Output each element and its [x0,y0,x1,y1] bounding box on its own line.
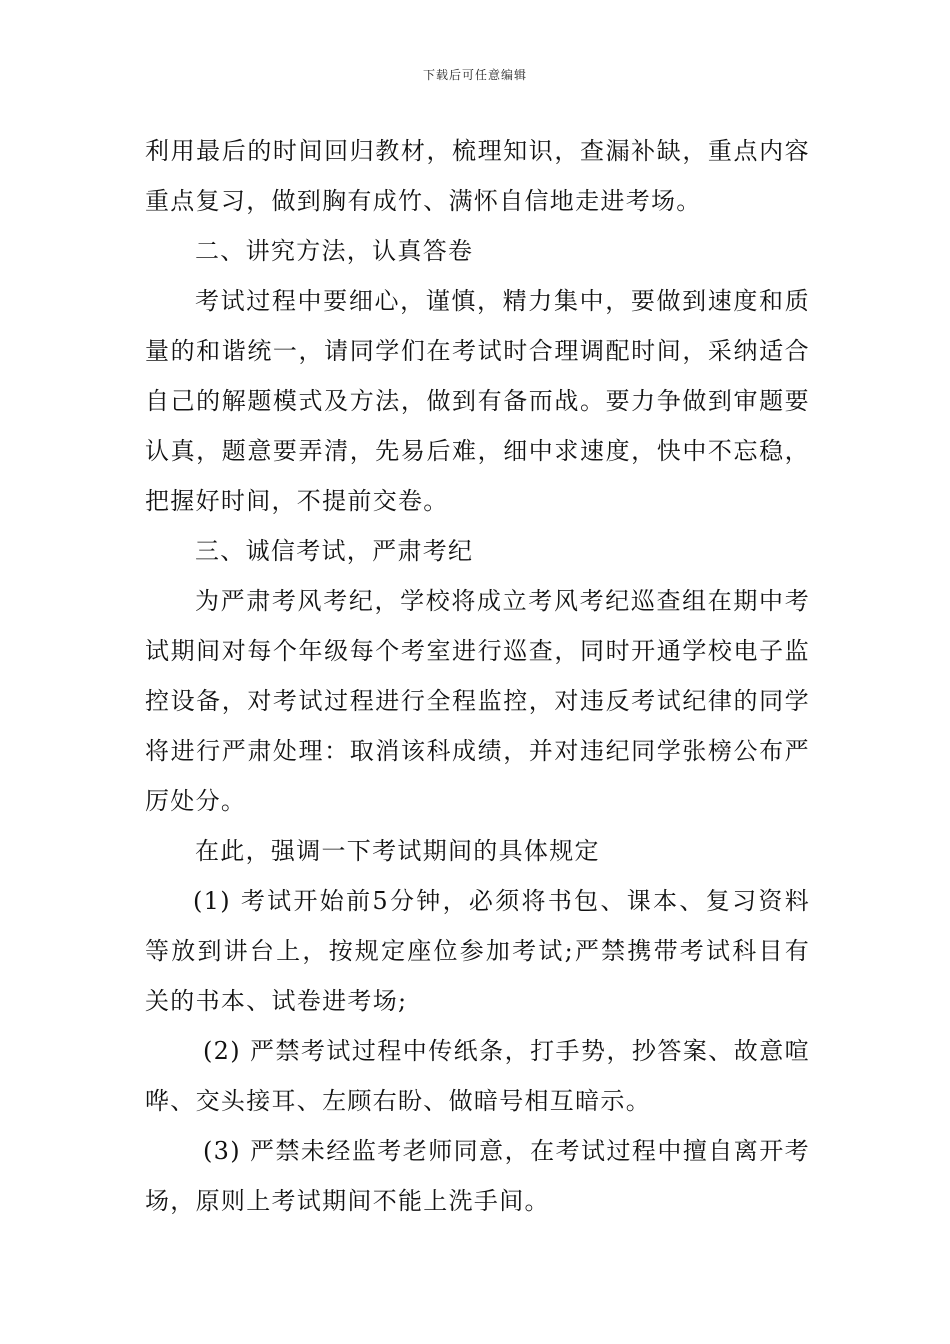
paragraph-integrity: 为严肃考风考纪，学校将成立考风考纪巡查组在期中考试期间对每个年级每个考室进行巡查，同时开通学校电子监控设备，对考试过程进行全程监控，对违反考试纪律的同学将进行严肃处理：取消该科成绩，并对违纪同学张榜公布严厉处分。 [145,587,810,815]
rule-item-2: (2) 严禁考试过程中传纸条，打手势，抄答案、故意喧哗、交头接耳、左顾右盼、做暗号相互暗示。 [145,1037,810,1115]
paragraph-review: 利用最后的时间回归教材，梳理知识，查漏补缺，重点内容重点复习，做到胸有成竹、满怀自信地走进考场。 [145,137,810,215]
rule-item-1: (1) 考试开始前5分钟，必须将书包、课本、复习资料等放到讲台上，按规定座位参加考试;严禁携带考试科目有关的书本、试卷进考场; [145,887,810,1015]
page-header-note: 下载后可任意编辑 [422,68,527,82]
section-heading-integrity: 三、诚信考试，严肃考纪 [195,537,474,565]
document-body [145,126,810,1226]
paragraph-rules-intro: 在此，强调一下考试期间的具体规定 [195,837,600,865]
section-heading-method: 二、讲究方法，认真答卷 [195,237,474,265]
paragraph-method: 考试过程中要细心，谨慎，精力集中，要做到速度和质量的和谐统一，请同学们在考试时合理调配时间，采纳适合自己的解题模式及方法，做到有备而战。要力争做到审题要认真，题意要弄清，先易后难，细中求速度，快中不忘稳，把握好时间，不提前交卷。 [145,287,810,515]
rule-item-3: (3) 严禁未经监考老师同意，在考试过程中擅自离开考场，原则上考试期间不能上洗手间。 [145,1137,810,1215]
